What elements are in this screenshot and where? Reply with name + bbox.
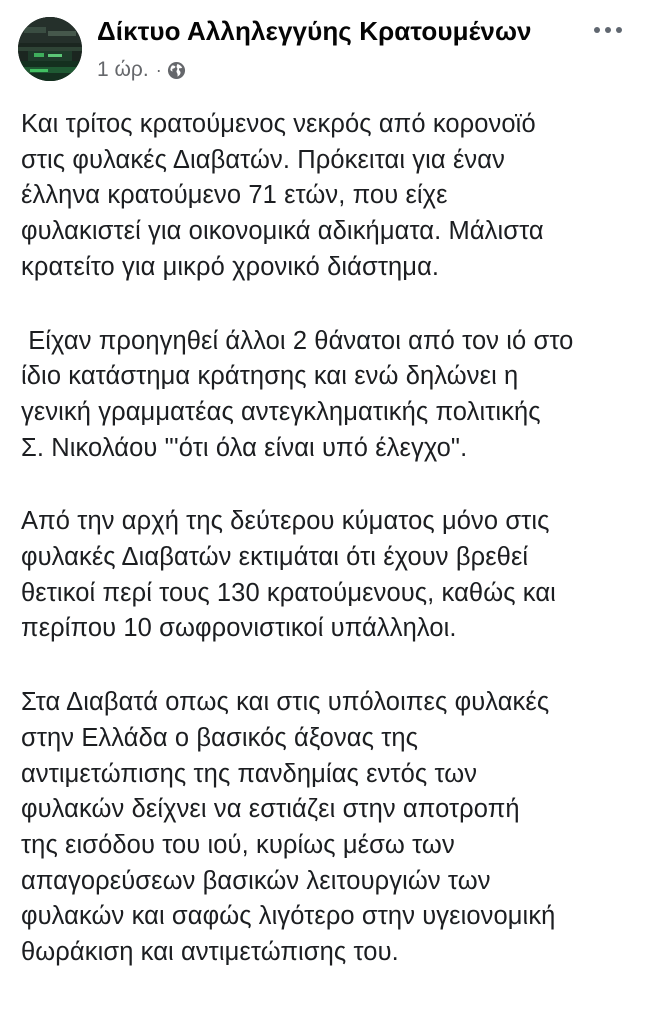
post-meta bbox=[97, 58, 186, 82]
more-options-button[interactable] bbox=[588, 18, 628, 42]
more-options-icon bbox=[593, 26, 623, 34]
post-body bbox=[21, 107, 643, 1009]
globe-icon[interactable] bbox=[167, 61, 186, 80]
post-paragraph-3: Από την αρχή της δεύτερου κύματος μόνο στις φυλακές Διαβατών εκτιμάται ότι έχουν βρεθεί θετικοί περί τους 130 κρατούμενους, καθώς και περίπου 10 σωφρονιστικοί υπάλληλοι. bbox=[21, 507, 556, 643]
page-name[interactable]: Δίκτυο Αλληλεγγύης Κρατουμένων bbox=[97, 16, 532, 46]
post-paragraph-4: Στα Διαβατά οπως και στις υπόλοιπες φυλακές στην Ελλάδα ο βασικός άξονας της αντιμετώπισης της πανδημίας εντός των φυλακών δείχνει να εστιάζει στην αποτροπή της εισόδου του ιού, κυρίως μέσω των απαγορεύσεων βασικών λειτουργιών των φυλακών και σαφώς λιγότερο στην υγειονομική θωράκιση και αντιμετώπισης του. bbox=[21, 688, 556, 967]
page-avatar[interactable] bbox=[18, 17, 82, 81]
post-paragraph-1: Και τρίτος κρατούμενος νεκρός από κορονοϊό στις φυλακές Διαβατών. Πρόκειται για έναν έλληνα κρατούμενο 71 ετών, που είχε φυλακιστεί για οικονομικά αδικήματα. Μάλιστα κρατείτο για μικρό χρονικό διάστημα. bbox=[21, 110, 544, 281]
post-timestamp[interactable]: 1 ώρ. bbox=[97, 58, 149, 81]
post-header bbox=[0, 0, 650, 100]
avatar-image bbox=[18, 17, 82, 81]
meta-separator: · bbox=[155, 59, 162, 80]
post-paragraph-2: Είχαν προηγηθεί άλλοι 2 θάνατοι από τον ιό στο ίδιο κατάστημα κράτησης και ενώ δηλώνει η γενική γραμματέας αντεγκληματικής πολιτικής Σ. Νικολάου "'ότι όλα είναι υπό έλεγχο". bbox=[21, 326, 574, 462]
